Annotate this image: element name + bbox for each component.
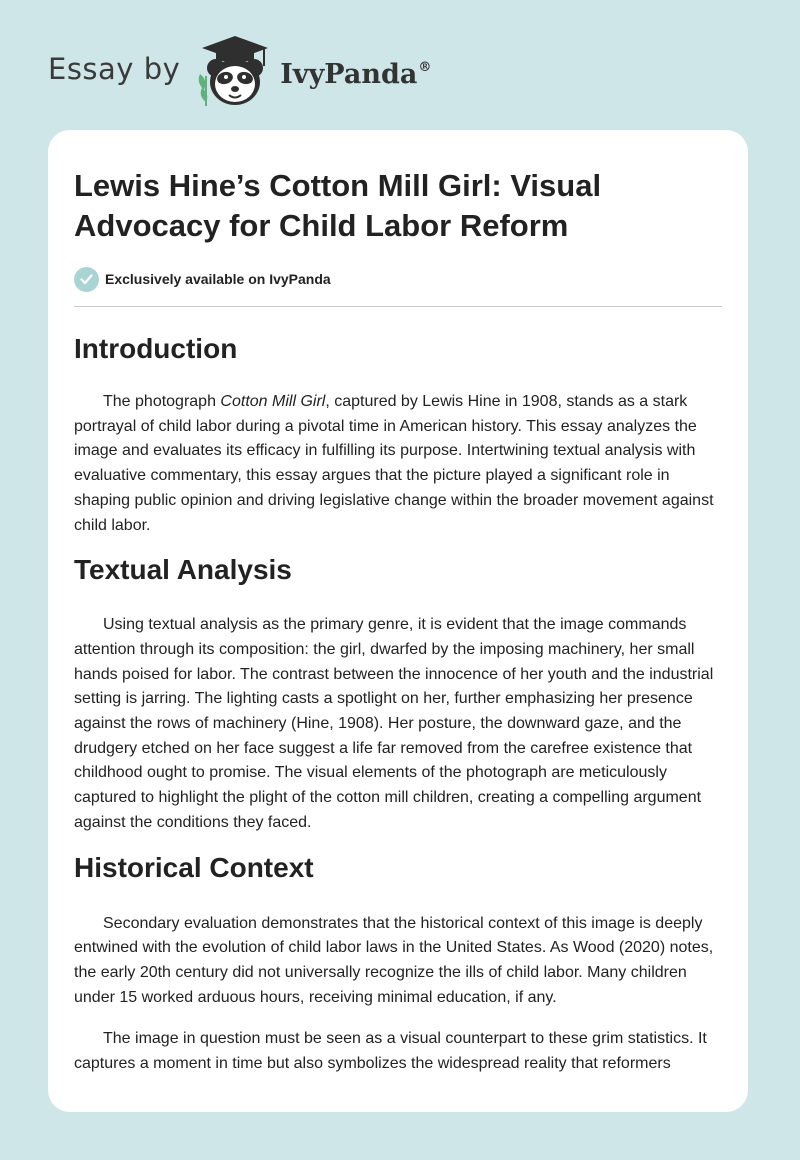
panda-logo-icon <box>194 32 276 113</box>
historical-context-paragraph-1: Secondary evaluation demonstrates that the historical context of this image is deeply entwined with the evolution of child labor laws in the United States. As Wood (2020) notes, the early 20th century did not universally recognize the ills of child labor. Many children under 15 worked arduous hours, receiving minimal education, if any. <box>74 914 714 1006</box>
ivypanda-logo[interactable] <box>48 34 431 110</box>
textual-analysis-paragraph: Using textual analysis as the primary genre, it is evident that the image commands attention through its composition: the girl, dwarfed by the imposing machinery, her small hands poised for labor. The contrast between the innocence of her youth and the industrial setting is jarring. The lighting casts a spotlight on her, further emphasizing her presence against the rows of machinery (Hine, 1908). Her posture, the downward gaze, and the drudgery etched on her face suggest a life far removed from the carefree existence that childhood ought to promise. The visual elements of the photograph are meticulously captured to highlight the plight of the cotton mill children, creating a compelling argument against the conditions they faced. <box>74 616 714 831</box>
exclusive-label: Exclusively available on IvyPanda <box>105 271 331 287</box>
divider <box>74 306 722 307</box>
leaf-icon <box>199 74 208 106</box>
exclusive-badge <box>74 266 722 292</box>
section-heading-textual-analysis: Textual Analysis <box>74 554 292 586</box>
introduction-paragraph: The photograph Cotton Mill Girl, captured by Lewis Hine in 1908, stands as a stark portrayal of child labor during a pivotal time in American history. This essay analyzes the image and evaluates its efficacy in fulfilling its purpose. Intertwining textual analysis with evaluative commentary, this essay argues that the picture played a significant role in shaping public opinion and driving legislative change within the broader movement against child labor. <box>74 393 714 534</box>
historical-context-paragraph-2: The image in question must be seen as a visual counterpart to these grim statistics. It captures a moment in time but also symbolizes the widespread reality that reformers <box>74 1030 707 1073</box>
section-heading-historical-context: Historical Context <box>74 851 314 883</box>
photo-title-italic: Cotton Mill Girl <box>220 393 326 410</box>
essay-card <box>48 130 748 1112</box>
essay-by-text: Essay by <box>48 52 181 86</box>
essay-title: Lewis Hine’s Cotton Mill Girl: Visual Advocacy for Child Labor Reform <box>74 168 602 243</box>
check-icon <box>74 267 99 292</box>
brand-name: IvyPanda® <box>280 58 432 90</box>
section-heading-introduction: Introduction <box>74 333 238 364</box>
